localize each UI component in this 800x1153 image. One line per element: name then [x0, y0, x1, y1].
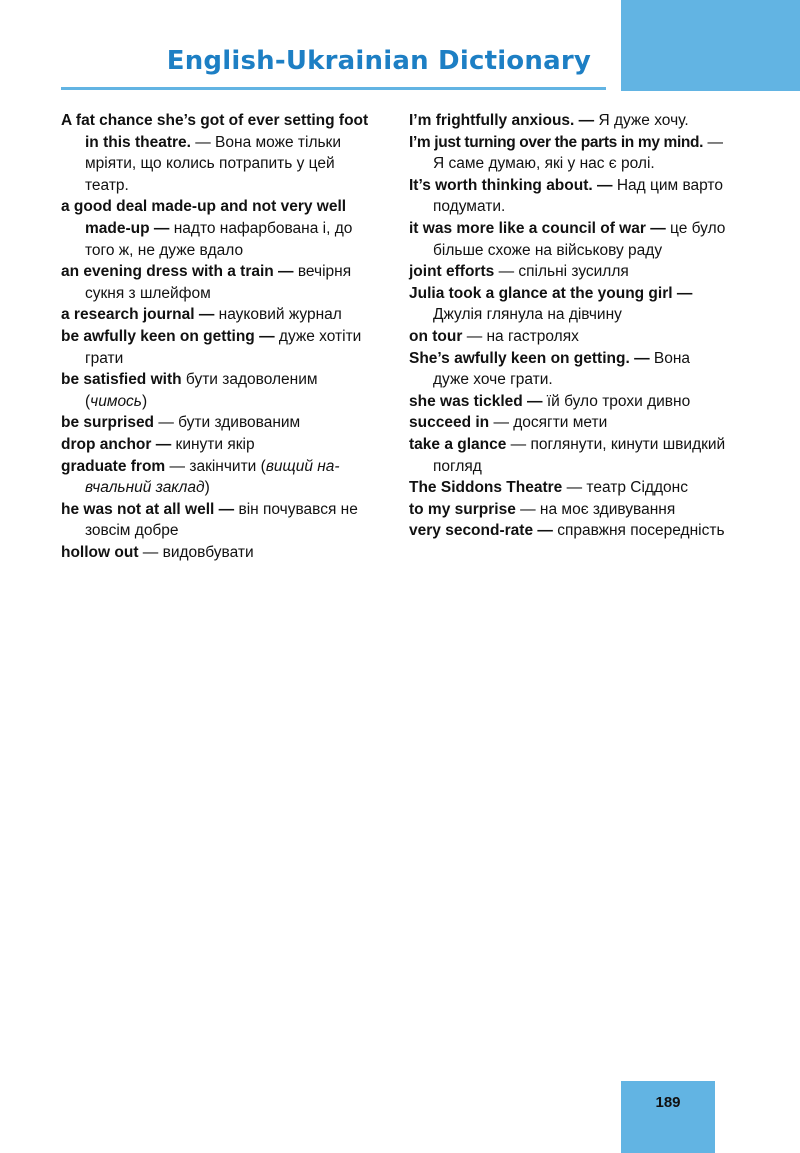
entry-translation: дуже хотіти грати — [85, 327, 362, 367]
entry-translation: — Вона може тільки мріяти, що колись потрапить у цей театр. — [85, 133, 342, 194]
dictionary-entry — [409, 218, 729, 261]
dictionary-entry — [61, 304, 376, 326]
dictionary-column-right — [409, 110, 729, 542]
entry-translation: справжня посередність — [557, 522, 725, 540]
entry-term: be satisfied with — [61, 371, 182, 389]
dictionary-entry — [409, 391, 729, 413]
entry-translation: вечірня сукня з шлейфом — [85, 263, 352, 302]
dictionary-entry — [409, 326, 729, 348]
entry-translation: — на моє здивування — [520, 500, 676, 518]
entry-translation: Вона дуже хоче грати. — [433, 349, 691, 389]
dictionary-entry — [409, 175, 729, 218]
entry-term: an evening dress with a train — — [61, 263, 294, 281]
entry-translation: — бути здивованим — [158, 414, 301, 432]
entry-translation: — театр Сіддонс — [566, 479, 688, 497]
entry-term: She’s awfully keen on getting. — — [409, 349, 650, 367]
entry-translation-end: ) — [141, 392, 148, 410]
entry-term: succeed in — [409, 414, 490, 432]
entry-term: Julia took a glance at the young girl — — [409, 284, 693, 302]
entry-term: to my surprise — [409, 500, 516, 518]
entry-term: take a glance — [409, 435, 507, 453]
entry-term: a good deal made-up and not very well made-up — — [61, 198, 347, 237]
entry-translation: — видовбувати — [142, 543, 254, 561]
dictionary-entry — [61, 499, 376, 542]
dictionary-entry — [61, 110, 376, 196]
entry-term: A fat chance she’s got of ever setting foot in this theatre. — [61, 112, 369, 151]
entry-term: on tour — [409, 327, 463, 345]
entry-translation: науковий журнал — [218, 306, 342, 324]
entry-term: drop anchor — — [61, 435, 172, 453]
entry-term: I’m just turning over the parts in my mind. — [409, 133, 704, 151]
entry-translation: — досягти мети — [493, 414, 608, 432]
entry-term: graduate from — [61, 457, 166, 475]
dictionary-entry — [409, 283, 729, 326]
entry-translation: бути задоволеним ( — [85, 371, 318, 410]
entry-term: she was tickled — — [409, 392, 543, 410]
entry-translation-end: ) — [204, 479, 210, 497]
dictionary-entry — [409, 477, 729, 499]
entry-term: joint efforts — [409, 263, 495, 281]
entry-term: very second-rate — — [409, 522, 553, 540]
entry-translation: Джулія глянула на дівчину — [433, 306, 622, 324]
dictionary-entry — [409, 132, 729, 175]
dictionary-entry — [409, 499, 729, 521]
dictionary-entry — [61, 456, 376, 499]
entry-translation: — закінчити ( — [169, 457, 266, 475]
entry-term: be surprised — [61, 414, 155, 432]
entry-term: It’s worth thinking about. — — [409, 176, 613, 194]
dictionary-column-left — [61, 110, 376, 563]
entry-term: hollow out — [61, 543, 139, 561]
entry-term: be awfully keen on getting — — [61, 327, 275, 345]
entry-term: a research journal — — [61, 306, 215, 324]
entry-translation: це було більше схоже на військову раду — [433, 219, 726, 259]
dictionary-entry — [409, 434, 729, 477]
title-underline — [61, 87, 606, 90]
header-corner-block — [621, 0, 800, 91]
entry-translation: — на гастролях — [466, 327, 579, 345]
entry-term: The Siddons Theatre — [409, 479, 563, 497]
dictionary-entry — [409, 110, 729, 132]
dictionary-entry — [61, 412, 376, 434]
dictionary-entry — [409, 261, 729, 283]
entry-term: he was not at all well — — [61, 500, 235, 518]
entry-translation: надто нафарбована і, до того ж, не дуже вдало — [85, 219, 353, 259]
entry-translation: кинути якір — [175, 435, 255, 453]
page-title: English-Ukrainian Dictionary — [166, 46, 591, 76]
page-number: 189 — [655, 1094, 681, 1111]
entry-translation: Я дуже хочу. — [598, 112, 689, 129]
page-number-tab — [621, 1081, 715, 1153]
entry-translation: — Я саме думаю, які у нас є ролі. — [433, 133, 723, 173]
entry-term: it was more like a council of war — — [409, 219, 666, 237]
entry-translation-italic: вищий навчальний заклад — [85, 457, 340, 497]
entry-translation-italic: чимось — [90, 392, 142, 410]
dictionary-entry — [61, 326, 376, 369]
entry-translation: — спільні зусилля — [498, 263, 629, 281]
entry-translation: Над цим варто подумати. — [433, 176, 723, 216]
dictionary-entry — [61, 434, 376, 456]
entry-translation: він почувався не зовсім добре — [85, 500, 358, 540]
entry-term: I’m frightfully anxious. — — [409, 112, 595, 129]
dictionary-entry — [61, 261, 376, 304]
entry-translation: — поглянути, кинути швидкий погляд — [433, 435, 726, 475]
dictionary-entry — [61, 196, 376, 261]
dictionary-entry — [61, 542, 376, 564]
dictionary-entry — [409, 412, 729, 434]
dictionary-entry — [409, 348, 729, 391]
entry-translation: їй було трохи дивно — [546, 392, 691, 410]
dictionary-entry — [409, 520, 729, 542]
dictionary-entry — [61, 369, 376, 412]
